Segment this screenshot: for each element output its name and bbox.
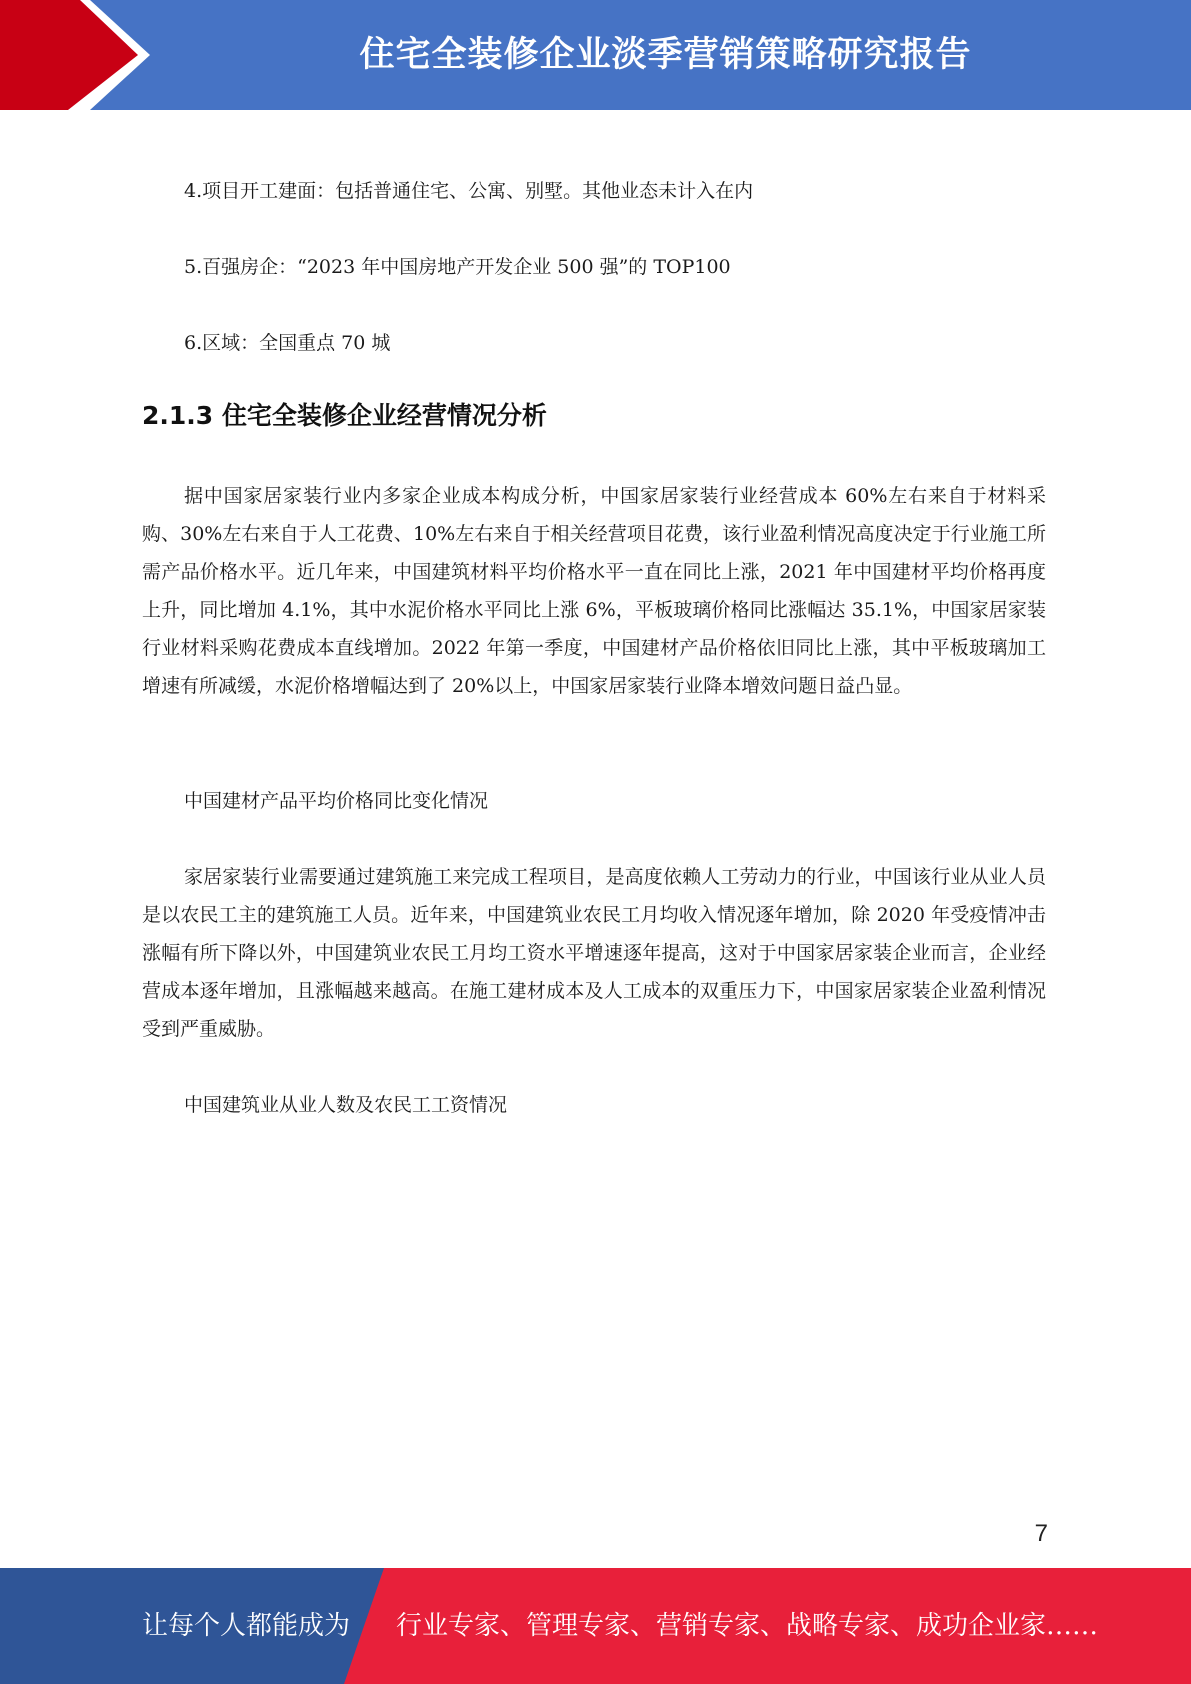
- report-title: 住宅全装修企业淡季营销策略研究报告: [359, 35, 972, 75]
- note-item-5: 5.百强房企：“2023 年中国房地产开发企业 500 强”的 TOP100: [184, 256, 731, 278]
- note-item-6: 6.区域：全国重点 70 城: [184, 332, 391, 354]
- note-item-4: 4.项目开工建面：包括普通住宅、公寓、别墅。其他业态未计入在内: [184, 180, 754, 202]
- page-header: [0, 0, 1191, 110]
- footer-slogan-left: 让每个人都能成为: [142, 1611, 351, 1641]
- body-paragraph-1: 据中国家居家装行业内多家企业成本构成分析，中国家居家装行业经营成本 60%左右来自于材料采购、30%左右来自于人工花费、10%左右来自于相关经营项目花费，该行业盈利情况高度决定于行业施工所需产品价格水平。近几年来，中国建筑材料平均价格水平一直在同比上涨，2021 年中国建材平均价格再度上升，同比增加 4.1%，其中水泥价格水平同比上涨 6%，平板玻璃价格同比涨幅达 35.1%，中国家居家装行业材料采购花费成本直线增加。2022 年第一季度，中国建材产品价格依旧同比上涨，其中平板玻璃加工增速有所减缓，水泥价格增幅达到了 20%以上，中国家居家装行业降本增效问题日益凸显。: [142, 485, 1046, 697]
- figure-caption-1: 中国建材产品平均价格同比变化情况: [184, 790, 489, 812]
- section-heading: 2.1.3 住宅全装修企业经营情况分析: [142, 401, 547, 430]
- body-paragraph-2: 家居家装行业需要通过建筑施工来完成工程项目，是高度依赖人工劳动力的行业，中国该行业从业人员是以农民工主的建筑施工人员。近年来，中国建筑业农民工月均收入情况逐年增加，除 2020 年受疫情冲击涨幅有所下降以外，中国建筑业农民工月均工资水平增速逐年提高，这对于中国家居家装企业而言，企业经营成本逐年增加，且涨幅越来越高。在施工建材成本及人工成本的双重压力下，中国家居家装企业盈利情况受到严重威胁。: [142, 866, 1046, 1040]
- page-number: 7: [1034, 1520, 1048, 1547]
- figure-caption-2: 中国建筑业从业人数及农民工工资情况: [184, 1094, 508, 1116]
- footer-slogan-right: 行业专家、管理专家、营销专家、战略专家、成功企业家……: [396, 1611, 1099, 1641]
- page-footer: [0, 1568, 1191, 1684]
